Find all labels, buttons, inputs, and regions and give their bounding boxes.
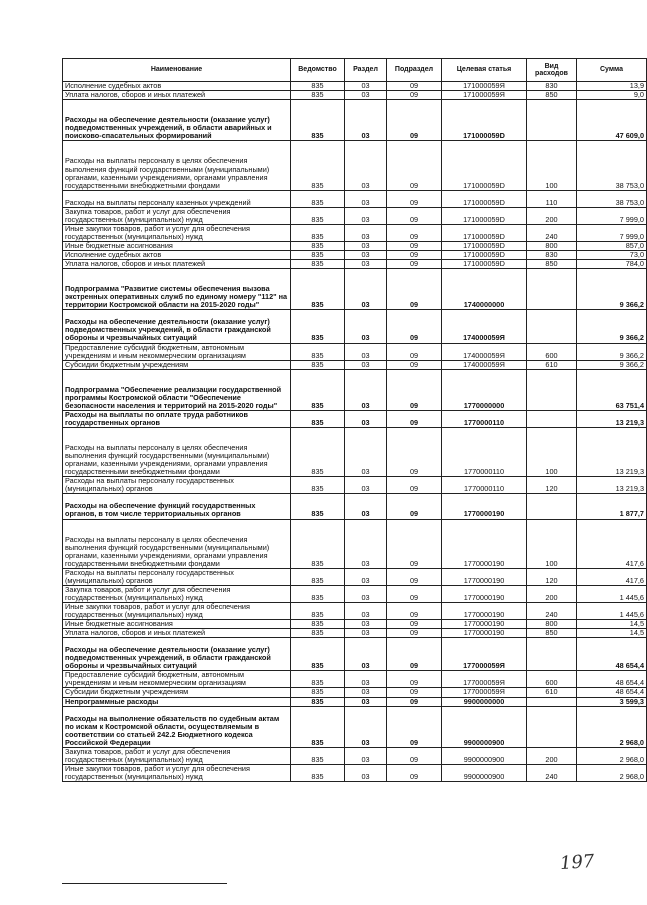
table-row [63, 477, 647, 494]
cell-department: 835 [291, 410, 345, 427]
table-row [63, 360, 647, 369]
cell-expense-type: 110 [527, 190, 577, 207]
table-row [63, 343, 647, 360]
cell-sum: 7 999,0 [577, 207, 647, 224]
cell-target-article: 9900000900 [442, 706, 527, 747]
cell-name: Уплата налогов, сборов и иных платежей [63, 629, 291, 638]
header-section: Раздел [345, 59, 387, 82]
cell-target-article: 177000059Я [442, 638, 527, 671]
cell-name: Исполнение судебных актов [63, 250, 291, 259]
cell-target-article: 171000059D [442, 241, 527, 250]
cell-subsection: 09 [387, 638, 442, 671]
cell-sum: 9 366,2 [577, 310, 647, 343]
cell-expense-type [527, 638, 577, 671]
cell-sum: 9 366,2 [577, 343, 647, 360]
cell-expense-type [527, 310, 577, 343]
cell-department: 835 [291, 360, 345, 369]
cell-expense-type: 240 [527, 764, 577, 781]
cell-subsection: 09 [387, 360, 442, 369]
budget-table [62, 58, 647, 782]
cell-section: 03 [345, 310, 387, 343]
cell-expense-type [527, 269, 577, 310]
table-row [63, 207, 647, 224]
cell-name: Подпрограмма "Развитие системы обеспечения вызова экстренных оперативных служб по единому номеру "112" на территории Костромской области на 2015-2020 годы" [63, 269, 291, 310]
cell-expense-type: 100 [527, 427, 577, 476]
cell-subsection: 09 [387, 697, 442, 706]
cell-section: 03 [345, 250, 387, 259]
cell-name: Расходы на обеспечение деятельности (оказание услуг) подведомственных учреждений, в области гражданской обороны и чрезвычайных ситуаций [63, 310, 291, 343]
cell-target-article: 171000059D [442, 207, 527, 224]
cell-target-article: 1770000110 [442, 427, 527, 476]
cell-name: Иные закупки товаров, работ и услуг для обеспечения государственных (муниципальных) нужд [63, 764, 291, 781]
header-name: Наименование [63, 59, 291, 82]
cell-section: 03 [345, 369, 387, 410]
cell-sum: 7 999,0 [577, 224, 647, 241]
cell-target-article: 1770000190 [442, 620, 527, 629]
cell-expense-type: 830 [527, 250, 577, 259]
table-row [63, 671, 647, 688]
table-row [63, 269, 647, 310]
cell-name: Расходы на выплаты персоналу в целях обеспечения выполнения функций государственными (муниципальными) органами, казенными учреждениями, органами управления государственными внебюджетными фондами [63, 519, 291, 568]
cell-name: Расходы на выплаты персоналу государственных (муниципальных) органов [63, 568, 291, 585]
table-row [63, 603, 647, 620]
cell-expense-type: 120 [527, 477, 577, 494]
cell-sum: 9 366,2 [577, 269, 647, 310]
cell-sum: 63 751,4 [577, 369, 647, 410]
cell-department: 835 [291, 585, 345, 602]
cell-target-article: 171000059D [442, 260, 527, 269]
cell-target-article: 9900000900 [442, 747, 527, 764]
cell-subsection: 09 [387, 410, 442, 427]
cell-subsection: 09 [387, 207, 442, 224]
cell-subsection: 09 [387, 519, 442, 568]
cell-section: 03 [345, 603, 387, 620]
cell-section: 03 [345, 519, 387, 568]
cell-department: 835 [291, 671, 345, 688]
cell-section: 03 [345, 360, 387, 369]
cell-section: 03 [345, 260, 387, 269]
cell-expense-type [527, 706, 577, 747]
cell-subsection: 09 [387, 629, 442, 638]
cell-sum: 13 219,3 [577, 427, 647, 476]
cell-subsection: 09 [387, 427, 442, 476]
cell-department: 835 [291, 477, 345, 494]
cell-department: 835 [291, 190, 345, 207]
cell-section: 03 [345, 638, 387, 671]
cell-department: 835 [291, 629, 345, 638]
cell-section: 03 [345, 494, 387, 519]
cell-sum: 13 219,3 [577, 410, 647, 427]
cell-expense-type: 850 [527, 91, 577, 100]
cell-department: 835 [291, 697, 345, 706]
cell-subsection: 09 [387, 190, 442, 207]
cell-section: 03 [345, 629, 387, 638]
cell-department: 835 [291, 764, 345, 781]
cell-expense-type: 100 [527, 141, 577, 190]
table-row [63, 310, 647, 343]
cell-expense-type: 200 [527, 747, 577, 764]
table-row [63, 224, 647, 241]
cell-subsection: 09 [387, 620, 442, 629]
cell-subsection: 09 [387, 269, 442, 310]
cell-subsection: 09 [387, 250, 442, 259]
cell-department: 835 [291, 224, 345, 241]
cell-target-article: 171000059D [442, 100, 527, 141]
cell-target-article: 177000059Я [442, 688, 527, 697]
cell-expense-type: 240 [527, 603, 577, 620]
cell-target-article: 1740000000 [442, 269, 527, 310]
cell-subsection: 09 [387, 747, 442, 764]
cell-target-article: 1770000000 [442, 369, 527, 410]
cell-target-article: 9900000900 [442, 764, 527, 781]
cell-name: Иные закупки товаров, работ и услуг для обеспечения государственных (муниципальных) нужд [63, 603, 291, 620]
cell-department: 835 [291, 207, 345, 224]
cell-section: 03 [345, 207, 387, 224]
cell-section: 03 [345, 269, 387, 310]
table-row [63, 494, 647, 519]
cell-sum: 13,9 [577, 82, 647, 91]
cell-name: Закупка товаров, работ и услуг для обеспечения государственных (муниципальных) нужд [63, 207, 291, 224]
cell-expense-type: 240 [527, 224, 577, 241]
cell-expense-type: 610 [527, 688, 577, 697]
cell-sum: 38 753,0 [577, 141, 647, 190]
cell-department: 835 [291, 369, 345, 410]
cell-expense-type: 830 [527, 82, 577, 91]
cell-subsection: 09 [387, 82, 442, 91]
cell-name: Иные закупки товаров, работ и услуг для обеспечения государственных (муниципальных) нужд [63, 224, 291, 241]
cell-name: Расходы на выплаты персоналу государственных (муниципальных) органов [63, 477, 291, 494]
cell-expense-type [527, 369, 577, 410]
cell-expense-type: 100 [527, 519, 577, 568]
cell-department: 835 [291, 568, 345, 585]
table-body [63, 82, 647, 782]
cell-section: 03 [345, 764, 387, 781]
cell-sum: 1 877,7 [577, 494, 647, 519]
table-row [63, 519, 647, 568]
cell-name: Закупка товаров, работ и услуг для обеспечения государственных (муниципальных) нужд [63, 585, 291, 602]
cell-department: 835 [291, 706, 345, 747]
cell-name: Расходы на выплаты персоналу в целях обеспечения выполнения функций государственными (муниципальными) органами, казенными учреждениями, органами управления государственными внебюджетными фондами [63, 141, 291, 190]
cell-department: 835 [291, 494, 345, 519]
budget-document-page [62, 58, 646, 782]
cell-section: 03 [345, 190, 387, 207]
cell-section: 03 [345, 100, 387, 141]
cell-name: Уплата налогов, сборов и иных платежей [63, 91, 291, 100]
table-row [63, 369, 647, 410]
cell-department: 835 [291, 269, 345, 310]
cell-subsection: 09 [387, 671, 442, 688]
cell-target-article: 1770000190 [442, 629, 527, 638]
cell-sum: 3 599,3 [577, 697, 647, 706]
cell-section: 03 [345, 82, 387, 91]
cell-target-article: 1770000190 [442, 568, 527, 585]
cell-subsection: 09 [387, 603, 442, 620]
cell-target-article: 177000059Я [442, 671, 527, 688]
table-row [63, 100, 647, 141]
cell-sum: 2 968,0 [577, 747, 647, 764]
cell-expense-type [527, 697, 577, 706]
cell-department: 835 [291, 141, 345, 190]
cell-department: 835 [291, 100, 345, 141]
cell-name: Подпрограмма "Обеспечение реализации государственной программы Костромской области "Обеспечение безопасности населения и территорий на 2015-2020 годы" [63, 369, 291, 410]
cell-subsection: 09 [387, 100, 442, 141]
cell-expense-type: 120 [527, 568, 577, 585]
cell-sum: 857,0 [577, 241, 647, 250]
cell-target-article: 171000059D [442, 224, 527, 241]
cell-section: 03 [345, 477, 387, 494]
cell-expense-type: 850 [527, 260, 577, 269]
cell-subsection: 09 [387, 241, 442, 250]
cell-name: Расходы на обеспечение деятельности (оказание услуг) подведомственных учреждений, в области аварийных и поисково-спасательных формирований [63, 100, 291, 141]
cell-expense-type [527, 410, 577, 427]
cell-target-article: 1770000110 [442, 410, 527, 427]
cell-target-article: 1770000110 [442, 477, 527, 494]
cell-name: Исполнение судебных актов [63, 82, 291, 91]
cell-sum: 417,6 [577, 568, 647, 585]
cell-target-article: 1770000190 [442, 585, 527, 602]
cell-name: Расходы на выплаты по оплате труда работников государственных органов [63, 410, 291, 427]
cell-name: Закупка товаров, работ и услуг для обеспечения государственных (муниципальных) нужд [63, 747, 291, 764]
cell-expense-type [527, 494, 577, 519]
cell-department: 835 [291, 603, 345, 620]
cell-name: Иные бюджетные ассигнования [63, 241, 291, 250]
cell-target-article: 174000059Я [442, 343, 527, 360]
table-row [63, 410, 647, 427]
cell-section: 03 [345, 706, 387, 747]
cell-name: Расходы на выполнение обязательств по судебным актам по искам к Костромской области, осуществляемым в соответствии со статьей 242.2 Бюджетного кодекса Российской Федерации [63, 706, 291, 747]
cell-expense-type: 200 [527, 585, 577, 602]
cell-subsection: 09 [387, 568, 442, 585]
cell-section: 03 [345, 224, 387, 241]
cell-section: 03 [345, 697, 387, 706]
cell-department: 835 [291, 427, 345, 476]
cell-section: 03 [345, 671, 387, 688]
header-department: Ведомство [291, 59, 345, 82]
cell-subsection: 09 [387, 585, 442, 602]
cell-target-article: 171000059D [442, 190, 527, 207]
table-row [63, 585, 647, 602]
cell-sum: 48 654,4 [577, 688, 647, 697]
cell-subsection: 09 [387, 369, 442, 410]
cell-department: 835 [291, 343, 345, 360]
cell-expense-type: 850 [527, 629, 577, 638]
cell-target-article: 171000059Я [442, 91, 527, 100]
cell-subsection: 09 [387, 477, 442, 494]
table-row [63, 747, 647, 764]
table-row [63, 629, 647, 638]
cell-sum: 48 654,4 [577, 638, 647, 671]
cell-target-article: 9900000000 [442, 697, 527, 706]
table-row [63, 688, 647, 697]
table-row [63, 697, 647, 706]
cell-target-article: 1770000190 [442, 519, 527, 568]
cell-target-article: 174000059Я [442, 310, 527, 343]
cell-subsection: 09 [387, 688, 442, 697]
cell-subsection: 09 [387, 310, 442, 343]
cell-section: 03 [345, 91, 387, 100]
table-row [63, 427, 647, 476]
cell-subsection: 09 [387, 343, 442, 360]
cell-department: 835 [291, 638, 345, 671]
cell-target-article: 1770000190 [442, 494, 527, 519]
cell-name: Уплата налогов, сборов и иных платежей [63, 260, 291, 269]
cell-subsection: 09 [387, 91, 442, 100]
cell-expense-type [527, 100, 577, 141]
cell-target-article: 1770000190 [442, 603, 527, 620]
cell-subsection: 09 [387, 764, 442, 781]
cell-subsection: 09 [387, 141, 442, 190]
cell-name: Субсидии бюджетным учреждениям [63, 360, 291, 369]
table-row [63, 190, 647, 207]
cell-sum: 14,5 [577, 629, 647, 638]
cell-sum: 1 445,6 [577, 585, 647, 602]
cell-section: 03 [345, 241, 387, 250]
cell-department: 835 [291, 91, 345, 100]
cell-department: 835 [291, 82, 345, 91]
page-number: 197 [559, 850, 596, 875]
cell-subsection: 09 [387, 706, 442, 747]
cell-subsection: 09 [387, 224, 442, 241]
table-header-row [63, 59, 647, 82]
table-row [63, 706, 647, 747]
table-row [63, 568, 647, 585]
cell-section: 03 [345, 410, 387, 427]
footer-line [62, 883, 227, 884]
cell-target-article: 174000059Я [442, 360, 527, 369]
cell-sum: 48 654,4 [577, 671, 647, 688]
cell-department: 835 [291, 260, 345, 269]
cell-department: 835 [291, 747, 345, 764]
cell-section: 03 [345, 688, 387, 697]
cell-name: Предоставление субсидий бюджетным, автономным учреждениям и иным некоммерческим организациям [63, 343, 291, 360]
cell-subsection: 09 [387, 494, 442, 519]
cell-sum: 784,0 [577, 260, 647, 269]
cell-name: Расходы на обеспечение функций государственных органов, в том числе территориальных органов [63, 494, 291, 519]
cell-name: Непрограммные расходы [63, 697, 291, 706]
table-row [63, 141, 647, 190]
cell-department: 835 [291, 241, 345, 250]
cell-department: 835 [291, 519, 345, 568]
cell-name: Расходы на выплаты персоналу в целях обеспечения выполнения функций государственными (муниципальными) органами, казенными учреждениями, органами управления государственными внебюджетными фондами [63, 427, 291, 476]
cell-sum: 9 366,2 [577, 360, 647, 369]
cell-name: Расходы на выплаты персоналу казенных учреждений [63, 190, 291, 207]
cell-expense-type: 800 [527, 620, 577, 629]
cell-sum: 417,6 [577, 519, 647, 568]
cell-sum: 2 968,0 [577, 764, 647, 781]
cell-expense-type: 800 [527, 241, 577, 250]
header-target-article: Целевая статья [442, 59, 527, 82]
cell-sum: 14,5 [577, 620, 647, 629]
table-row [63, 764, 647, 781]
cell-name: Предоставление субсидий бюджетным, автономным учреждениям и иным некоммерческим организациям [63, 671, 291, 688]
cell-expense-type: 610 [527, 360, 577, 369]
cell-section: 03 [345, 427, 387, 476]
cell-section: 03 [345, 747, 387, 764]
cell-section: 03 [345, 620, 387, 629]
table-row [63, 260, 647, 269]
table-row [63, 91, 647, 100]
table-row [63, 638, 647, 671]
cell-department: 835 [291, 310, 345, 343]
cell-target-article: 171000059D [442, 141, 527, 190]
cell-sum: 38 753,0 [577, 190, 647, 207]
cell-department: 835 [291, 620, 345, 629]
cell-expense-type: 600 [527, 671, 577, 688]
cell-section: 03 [345, 585, 387, 602]
cell-expense-type: 200 [527, 207, 577, 224]
cell-department: 835 [291, 250, 345, 259]
cell-expense-type: 600 [527, 343, 577, 360]
cell-sum: 73,0 [577, 250, 647, 259]
cell-target-article: 171000059D [442, 250, 527, 259]
cell-sum: 2 968,0 [577, 706, 647, 747]
cell-section: 03 [345, 343, 387, 360]
cell-sum: 1 445,6 [577, 603, 647, 620]
cell-name: Иные бюджетные ассигнования [63, 620, 291, 629]
cell-name: Субсидии бюджетным учреждениям [63, 688, 291, 697]
cell-sum: 13 219,3 [577, 477, 647, 494]
cell-name: Расходы на обеспечение деятельности (оказание услуг) подведомственных учреждений, в области гражданской обороны и чрезвычайных ситуаций [63, 638, 291, 671]
cell-section: 03 [345, 568, 387, 585]
header-sum: Сумма [577, 59, 647, 82]
header-expense-type: Вид расходов [527, 59, 577, 82]
cell-department: 835 [291, 688, 345, 697]
cell-sum: 9,0 [577, 91, 647, 100]
cell-sum: 47 609,0 [577, 100, 647, 141]
cell-target-article: 171000059Я [442, 82, 527, 91]
cell-subsection: 09 [387, 260, 442, 269]
cell-section: 03 [345, 141, 387, 190]
header-subsection: Подраздел [387, 59, 442, 82]
